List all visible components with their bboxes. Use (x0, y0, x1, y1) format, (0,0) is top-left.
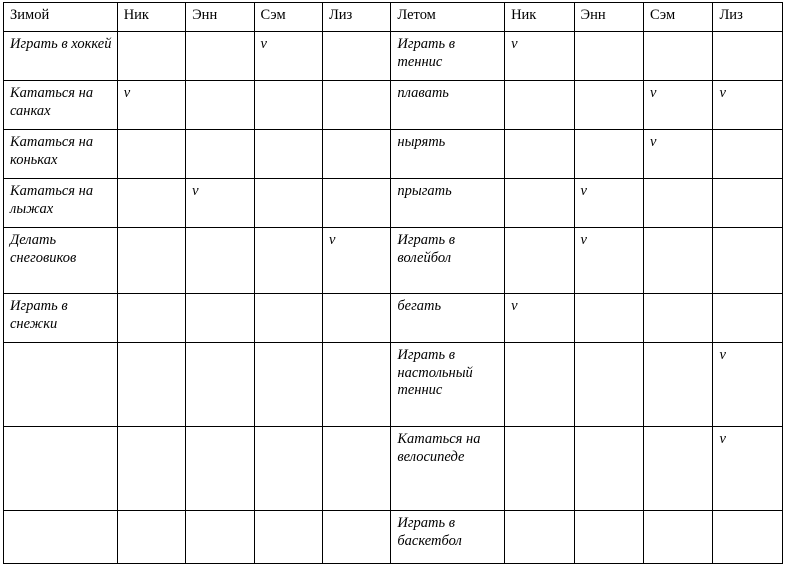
summer-mark-cell[interactable]: v (713, 343, 783, 427)
table-row (4, 427, 783, 511)
summer-mark-cell[interactable] (505, 427, 574, 511)
winter-mark-cell[interactable] (254, 81, 322, 130)
winter-mark-cell[interactable] (254, 130, 322, 179)
summer-mark-cell[interactable] (574, 81, 643, 130)
winter-mark-cell[interactable] (322, 179, 390, 228)
table-row (4, 32, 783, 81)
summer-mark-cell[interactable] (574, 343, 643, 427)
summer-mark-cell[interactable] (505, 511, 574, 564)
summer-mark-cell[interactable]: v (644, 130, 713, 179)
header-summer: Летом (391, 3, 505, 32)
table-row (4, 81, 783, 130)
summer-mark-cell[interactable] (644, 294, 713, 343)
winter-mark-cell[interactable] (117, 294, 185, 343)
summer-mark-cell[interactable] (574, 511, 643, 564)
summer-mark-cell[interactable] (713, 179, 783, 228)
summer-mark-cell[interactable]: v (505, 294, 574, 343)
winter-mark-cell[interactable] (322, 81, 390, 130)
summer-mark-cell[interactable] (713, 32, 783, 81)
summer-mark-cell[interactable] (713, 228, 783, 294)
activities-table (3, 2, 783, 564)
summer-activity-cell: прыгать (391, 179, 505, 228)
summer-mark-cell[interactable] (713, 511, 783, 564)
winter-mark-cell[interactable] (186, 427, 254, 511)
winter-activity-cell (4, 343, 118, 427)
winter-mark-cell[interactable] (322, 130, 390, 179)
summer-mark-cell[interactable] (505, 228, 574, 294)
table-header-row (4, 3, 783, 32)
winter-mark-cell[interactable] (117, 427, 185, 511)
summer-activity-cell: бегать (391, 294, 505, 343)
table-row (4, 130, 783, 179)
winter-mark-cell[interactable]: v (117, 81, 185, 130)
winter-mark-cell[interactable] (254, 228, 322, 294)
winter-mark-cell[interactable] (117, 32, 185, 81)
winter-mark-cell[interactable]: v (322, 228, 390, 294)
winter-mark-cell[interactable] (254, 179, 322, 228)
summer-activity-cell: нырять (391, 130, 505, 179)
winter-mark-cell[interactable] (117, 130, 185, 179)
table-row (4, 511, 783, 564)
winter-activity-cell: Кататься на коньках (4, 130, 118, 179)
summer-activity-cell: плавать (391, 81, 505, 130)
winter-mark-cell[interactable] (186, 228, 254, 294)
winter-mark-cell[interactable] (186, 511, 254, 564)
header-winter-ann: Энн (186, 3, 254, 32)
worksheet-page (0, 2, 785, 549)
winter-activity-cell (4, 427, 118, 511)
winter-mark-cell[interactable] (117, 228, 185, 294)
winter-mark-cell[interactable] (254, 294, 322, 343)
summer-mark-cell[interactable] (713, 294, 783, 343)
summer-mark-cell[interactable] (505, 81, 574, 130)
winter-mark-cell[interactable] (322, 343, 390, 427)
summer-activity-cell: Играть в теннис (391, 32, 505, 81)
summer-mark-cell[interactable]: v (644, 81, 713, 130)
winter-activity-cell: Кататься на лыжах (4, 179, 118, 228)
summer-mark-cell[interactable] (644, 228, 713, 294)
header-summer-nick: Ник (505, 3, 574, 32)
summer-mark-cell[interactable] (505, 343, 574, 427)
summer-mark-cell[interactable] (713, 130, 783, 179)
table-row (4, 228, 783, 294)
header-winter-nick: Ник (117, 3, 185, 32)
winter-activity-cell: Кататься на санках (4, 81, 118, 130)
table-row (4, 294, 783, 343)
summer-activity-cell: Играть в настольный теннис (391, 343, 505, 427)
header-winter: Зимой (4, 3, 118, 32)
header-summer-ann: Энн (574, 3, 643, 32)
summer-mark-cell[interactable] (505, 130, 574, 179)
winter-mark-cell[interactable] (322, 427, 390, 511)
header-winter-sam: Сэм (254, 3, 322, 32)
winter-activity-cell: Делать снеговиков (4, 228, 118, 294)
header-winter-liz: Лиз (322, 3, 390, 32)
summer-mark-cell[interactable]: v (713, 427, 783, 511)
summer-mark-cell[interactable] (505, 179, 574, 228)
summer-mark-cell[interactable] (644, 427, 713, 511)
table-row (4, 179, 783, 228)
winter-mark-cell[interactable] (117, 179, 185, 228)
summer-mark-cell[interactable] (644, 511, 713, 564)
winter-mark-cell[interactable] (117, 343, 185, 427)
summer-mark-cell[interactable] (644, 32, 713, 81)
summer-mark-cell[interactable]: v (574, 179, 643, 228)
header-summer-sam: Сэм (644, 3, 713, 32)
winter-mark-cell[interactable] (117, 511, 185, 564)
winter-activity-cell: Играть в хоккей (4, 32, 118, 81)
winter-mark-cell[interactable]: v (254, 32, 322, 81)
winter-mark-cell[interactable] (186, 81, 254, 130)
winter-mark-cell[interactable] (254, 427, 322, 511)
winter-mark-cell[interactable] (186, 130, 254, 179)
summer-mark-cell[interactable]: v (713, 81, 783, 130)
winter-mark-cell[interactable]: v (186, 179, 254, 228)
summer-mark-cell[interactable] (644, 179, 713, 228)
winter-mark-cell[interactable] (186, 294, 254, 343)
summer-activity-cell: Играть в баскетбол (391, 511, 505, 564)
summer-mark-cell[interactable] (574, 294, 643, 343)
winter-mark-cell[interactable] (254, 343, 322, 427)
winter-mark-cell[interactable] (322, 32, 390, 81)
winter-activity-cell: Играть в снежки (4, 294, 118, 343)
summer-activity-cell: Играть в волейбол (391, 228, 505, 294)
summer-mark-cell[interactable]: v (505, 32, 574, 81)
winter-mark-cell[interactable] (254, 511, 322, 564)
winter-mark-cell[interactable] (322, 294, 390, 343)
summer-mark-cell[interactable] (574, 32, 643, 81)
winter-mark-cell[interactable] (186, 343, 254, 427)
winter-mark-cell[interactable] (322, 511, 390, 564)
summer-activity-cell: Кататься на велосипеде (391, 427, 505, 511)
winter-activity-cell (4, 511, 118, 564)
summer-mark-cell[interactable] (574, 130, 643, 179)
summer-mark-cell[interactable]: v (574, 228, 643, 294)
summer-mark-cell[interactable] (574, 427, 643, 511)
header-summer-liz: Лиз (713, 3, 783, 32)
winter-mark-cell[interactable] (186, 32, 254, 81)
table-row (4, 343, 783, 427)
summer-mark-cell[interactable] (644, 343, 713, 427)
